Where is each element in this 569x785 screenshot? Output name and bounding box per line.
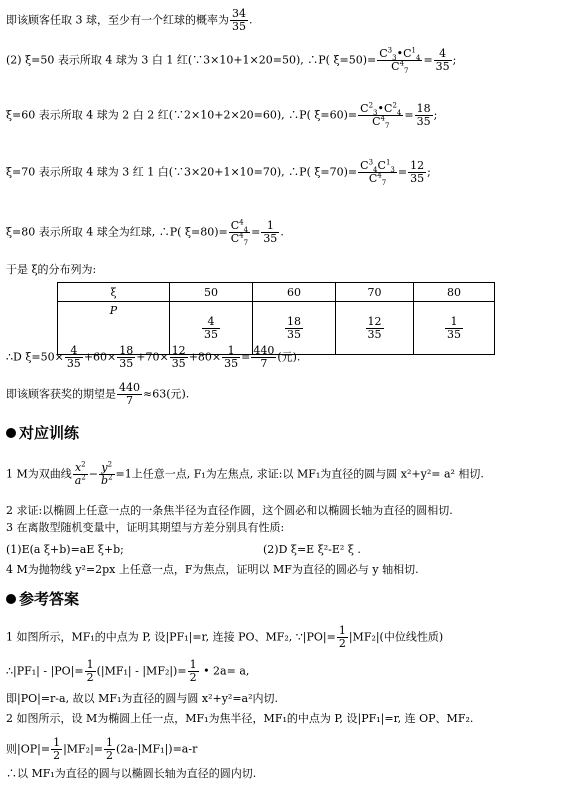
combination-fraction: $\frac{C^4_4}{C^4_7}$ <box>230 218 249 248</box>
question-3a: (1)E(a ξ+b)=aE ξ+b; <box>6 543 124 556</box>
table-cell: 50 <box>170 283 253 302</box>
question-2: 2 求证:以椭圆上任意一点的一条焦半径为直径作圆，这个圆必和以椭圆长轴为直径的圆相切. <box>6 504 453 517</box>
case-xi-80: ξ=80 表示所取 4 球全为红球, ∴P( ξ=80)= $\frac{C^4_4}{C^4_7}$ = $\frac{1}{35}$ . <box>6 218 284 248</box>
table-cell: ξ <box>58 283 170 302</box>
section-heading-answers: 参考答案 <box>6 588 79 609</box>
table-cell: $\frac{18}{35}$ <box>253 302 336 355</box>
fraction: $\frac{12}{35}$ <box>410 159 425 185</box>
section-heading-training: 对应训练 <box>6 422 79 443</box>
case-xi-70: ξ=70 表示所取 4 球为 3 红 1 白(∵3×20+1×10=70), ∴P( ξ=70)= $\frac{C^3_4C^1_3}{C^4_7}$ = $\frac{12}{35}$ ; <box>6 158 431 188</box>
expectation-line: ∴D ξ=50× $\frac{4}{35}$ +60× $\frac{18}{35}$ +70× $\frac{12}{35}$ +80× $\frac{1}{35}$ = $\frac{440}{7}$ (元). <box>6 344 301 370</box>
answer-1-line-3: 即|PO|=r-a, 故以 MF₁为直径的圆与圆 x²+y²=a²内切. <box>6 692 279 705</box>
answer-1: 1 如图所示，MF₁的中点为 P, 设|PF₁|=r, 连接 PO、MF₂, ∵|PO|= $\frac{1}{2}$ |MF₂|(中位线性质) <box>6 624 444 650</box>
table-cell: $\frac{4}{35}$ <box>170 302 253 355</box>
answer-2-line-2: 则|OP|= $\frac{1}{2}$ |MF₂|= $\frac{1}{2}$ (2a-|MF₁|)=a-r <box>6 736 198 762</box>
answer-2: 2 如图所示，设 M为椭圆上任一点，MF₁为焦半径，MF₁的中点为 P, 设|PF₁|=r, 连 OP、MF₂. <box>6 712 474 725</box>
combination-fraction: $\frac{C^2_3•C^2_4}{C^4_7}$ <box>360 101 402 131</box>
question-4: 4 M为抛物线 y²=2px 上任意一点，F为焦点，证明以 MF为直径的圆必与 y 轴相切. <box>6 563 419 576</box>
question-1: 1 M为双曲线 $\frac{x^2}{a^2}$ − $\frac{y^2}{b^2}$ =1上任意一点, F₁为左焦点, 求证:以 MF₁为直径的圆与圆 x²+y²= a² 相切. <box>6 460 484 487</box>
line-1: 即该顾客任取 3 球，至少有一个红球的概率为 $\frac{34}{35}$ . <box>6 7 253 33</box>
question-3b: (2)D ξ=E ξ²-E² ξ . <box>263 543 361 556</box>
fraction: $\frac{1}{35}$ <box>263 219 278 245</box>
fraction: $\frac{4}{35}$ <box>435 47 450 73</box>
answer-2-line-3: ∴以 MF₁为直径的圆与以椭圆长轴为直径的圆内切. <box>6 767 257 780</box>
combination-fraction: $\frac{C^3_3•C^1_4}{C^4_7}$ <box>379 46 421 76</box>
fraction: $\frac{18}{35}$ <box>416 102 431 128</box>
line-1-text: 即该顾客任取 3 球，至少有一个红球的概率为 <box>6 13 229 27</box>
table-cell: P <box>58 302 170 355</box>
table-cell: 60 <box>253 283 336 302</box>
expectation-result: 即该顾客获奖的期望是 $\frac{440}{7}$ ≈63(元). <box>6 381 190 407</box>
distribution-intro: 于是 ξ的分布列为: <box>6 263 97 276</box>
answer-1-line-2: ∴|PF₁| - |PO|= $\frac{1}{2}$ (|MF₁| - |MF₂|)= $\frac{1}{2}$ • 2a= a, <box>6 658 250 684</box>
table-cell: 70 <box>336 283 414 302</box>
combination-fraction: $\frac{C^3_4C^1_3}{C^4_7}$ <box>360 158 395 188</box>
table-cell: 80 <box>414 283 495 302</box>
table-header-row <box>58 283 495 302</box>
case-xi-60: ξ=60 表示所取 4 球为 2 白 2 红(∵2×10+2×20=60), ∴P( ξ=60)= $\frac{C^2_3•C^2_4}{C^4_7}$ = $\frac{18}{35}$ ; <box>6 101 438 131</box>
fraction: $\frac{34}{35}$ <box>232 7 246 33</box>
case-xi-50: (2) ξ=50 表示所取 4 球为 3 白 1 红(∵3×10+1×20=50), ∴P( ξ=50)= $\frac{C^3_3•C^1_4}{C^4_7}$ = $\frac{4}{35}$ ; <box>6 46 457 76</box>
table-cell: $\frac{12}{35}$ <box>336 302 414 355</box>
bullet-icon <box>6 594 16 604</box>
bullet-icon <box>6 428 16 438</box>
question-3: 3 在离散型随机变量中，证明其期望与方差分别具有性质: <box>6 521 285 534</box>
table-cell: $\frac{1}{35}$ <box>414 302 495 355</box>
